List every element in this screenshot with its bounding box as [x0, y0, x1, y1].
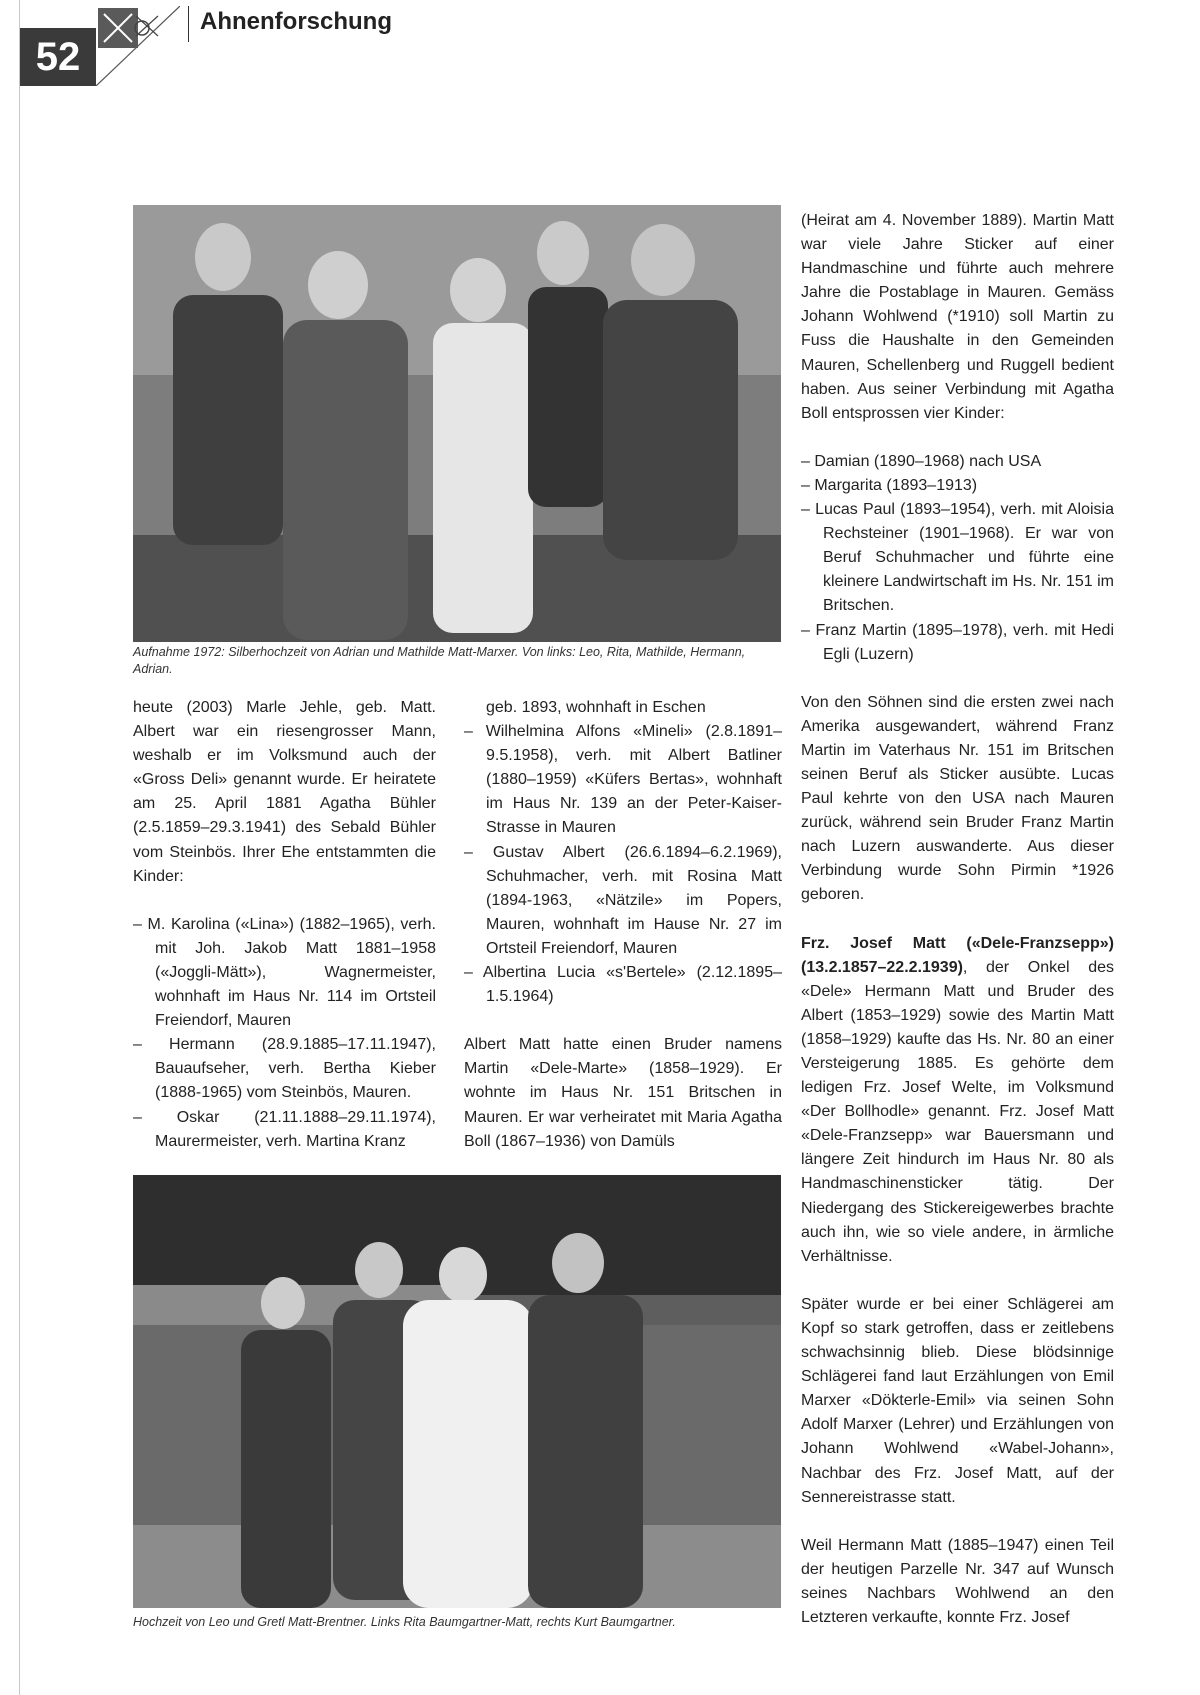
paragraph: geb. 1893, wohnhaft in Eschen: [486, 699, 706, 716]
paragraph: Albert Matt hatte einen Bruder namens Martin «Dele-Marte» (1858–1929). Er wohnte im Haus Nr. 151 Britschen in Mauren. Er war verheiratet mit Maria Agatha Boll (1867–1936) von Damüls: [464, 1036, 782, 1150]
section-title: Ahnenforschung: [200, 8, 392, 35]
bottom-photo: [133, 1175, 781, 1608]
top-photo-caption: Aufnahme 1972: Silberhochzeit von Adrian und Mathilde Matt-Marxer. Von links: Leo, Rita, Mathilde, Hermann, Adrian.: [133, 645, 746, 676]
group-portrait-image: [133, 205, 781, 642]
page-margin-rule: [19, 0, 20, 1695]
paragraph: [801, 932, 1114, 1269]
list-item: – M. Karolina («Lina») (1882–1965), verh. mit Joh. Jakob Matt 1881–1958 («Joggli-Mätt»), Wagnermeister, wohnhaft im Haus Nr. 114 im Ortsteil Freiendorf, Mauren: [133, 915, 436, 1030]
list-item: – Gustav Albert (26.6.1894–6.2.1969), Schuhmacher, verh. mit Rosina Matt (1894-1963, «Nätzile» im Popers, Mauren, wohnhaft im Hause Nr. 27 im Ortsteil Freiendorf, Mauren: [464, 843, 782, 957]
paragraph-text: , der Onkel des «Dele» Hermann Matt und Bruder des Albert (1853–1929) sowie des Martin Matt (1858–1929) kaufte das Hs. Nr. 80 an einer Versteigerung 1885. Es gehörte dem ledigen Frz. Josef Welte, im Volksmund «Der Bollhodle» genannt. Frz. Josef Matt «Dele-Franzsepp» war Bauersmann und längere Zeit hindurch im Haus Nr. 80 als Handmaschinensticker tätig. Der Niedergang des Stickereigewerbes brachte auch ihn, wie so viele andere, in ärmliche Verhältnisse.: [801, 958, 1114, 1265]
column-2: [464, 696, 782, 1154]
header-separator: [188, 6, 189, 42]
paragraph: Später wurde er bei einer Schlägerei am Kopf so stark getroffen, dass er zeitlebens schwachsinnig blieb. Diese blödsinnige Schlägerei fand laut Erzählungen von Emil Marxer «Dökterle-Emil» via seinen Sohn Adolf Marxer (Lehrer) und Erzählungen von Johann Wohlwend «Wabel-Johann», Nachbar des Frz. Josef Matt, auf der Sennereistrasse statt.: [801, 1295, 1114, 1506]
bold-lead: Frz. Josef Matt («Dele-Franzsepp») (13.2.1857–22.2.1939): [801, 934, 1114, 976]
wedding-photo-image: [133, 1175, 781, 1608]
top-photo: [133, 205, 781, 642]
paragraph: Von den Söhnen sind die ersten zwei nach Amerika ausgewandert, während Franz Martin im Vaterhaus Nr. 151 im Britschen seinen Beruf als Sticker ausübte. Lucas Paul kehrte von den USA nach Mauren zurück, während sein Bruder Franz Martin nach Luzern auswanderte. Aus dieser Verbindung wurde Sohn Pirmin *1926 geboren.: [801, 693, 1114, 904]
paragraph: heute (2003) Marle Jehle, geb. Matt. Albert war ein riesengrosser Mann, weshalb er im Volksmund auch der «Gross Deli» genannt wurde. Er heiratete am 25. April 1881 Agatha Bühler (2.5.1859–29.3.1941) des Sebald Bühler vom Steinbös. Ihrer Ehe entstammten die Kinder:: [133, 699, 436, 885]
list-item: – Margarita (1893–1913): [801, 476, 978, 494]
list-item: – Albertina Lucia «s'Bertele» (2.12.1895–1.5.1964): [464, 964, 782, 1006]
page-number: 52: [20, 28, 96, 86]
list-item: – Oskar (21.11.1888–29.11.1974), Maurermeister, verh. Martina Kranz: [133, 1108, 436, 1150]
bottom-photo-caption: Hochzeit von Leo und Gretl Matt-Brentner. Links Rita Baumgartner-Matt, rechts Kurt Baumgartner.: [133, 1615, 676, 1629]
heraldic-emblem-icon: [96, 6, 180, 86]
column-1: [133, 696, 436, 1154]
column-3: [801, 209, 1114, 1630]
list-item: – Lucas Paul (1893–1954), verh. mit Aloisia Rechsteiner (1901–1968). Er war von Beruf Schuhmacher und führte eine kleinere Landwirtschaft im Hs. Nr. 151 im Britschen.: [801, 501, 1114, 615]
list-item: – Franz Martin (1895–1978), verh. mit Hedi Egli (Luzern): [801, 621, 1114, 663]
list-item: – Wilhelmina Alfons «Mineli» (2.8.1891–9.5.1958), verh. mit Albert Batliner (1880–1959) «Küfers Bertas», wohnhaft im Haus Nr. 139 an der Peter-Kaiser-Strasse in Mauren: [464, 723, 782, 837]
paragraph: Weil Hermann Matt (1885–1947) einen Teil der heutigen Parzelle Nr. 347 auf Wunsch seines Nachbars Wohlwend an den Letzteren verkaufte, konnte Frz. Josef: [801, 1536, 1114, 1626]
list-item: – Damian (1890–1968) nach USA: [801, 452, 1042, 470]
list-item: – Hermann (28.9.1885–17.11.1947), Bauaufseher, verh. Bertha Kieber (1888-1965) vom Steinbös, Mauren.: [133, 1036, 436, 1102]
paragraph: (Heirat am 4. November 1889). Martin Matt war viele Jahre Sticker auf einer Handmaschine und führte auch mehrere Jahre die Postablage in Mauren. Gemäss Johann Wohlwend (*1910) soll Martin zu Fuss die Haushalte in den Gemeinden Mauren, Schellenberg und Ruggell bedient haben. Aus seiner Verbindung mit Agatha Boll entsprossen vier Kinder:: [801, 212, 1114, 422]
